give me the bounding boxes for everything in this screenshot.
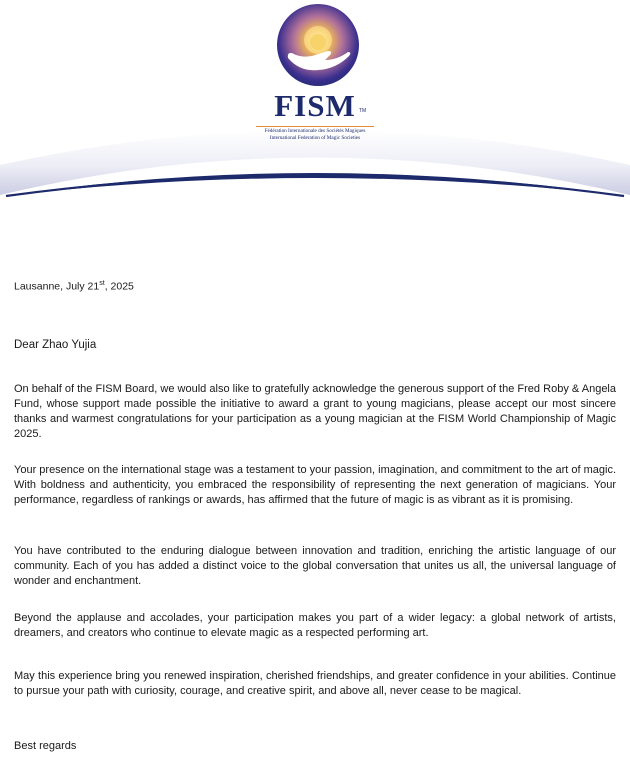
globe-hand-logo-icon bbox=[277, 4, 359, 86]
fism-wordmark: FISM bbox=[274, 88, 356, 123]
paragraph-acknowledgement: On behalf of the FISM Board, we would also like to gratefully acknowledge the generous support of the Fred Roby & Angela Fund, whose support made possible the initiative to award a grant to young magicians, please accept our most sincere thanks and warmest congratulations for your participation as a young magician at the FISM World Championship of Magic 2025. bbox=[14, 383, 616, 440]
letter-date: Lausanne, July 21st, 2025 bbox=[14, 280, 134, 293]
closing: Best regards bbox=[14, 740, 77, 752]
paragraph-inspiration: May this experience bring you renewed inspiration, cherished friendships, and greater confidence in your abilities. Continue to pursue your path with curiosity, courage, and creative spirit, and above all, never cease to be magical. bbox=[14, 670, 616, 697]
paragraph-dialogue: You have contributed to the enduring dialogue between innovation and tradition, enriching the artistic language of our community. Each of you has added a distinct voice to the global conversation that unites us all, the universal language of wonder and enchantment. bbox=[14, 545, 616, 587]
paragraph-presence: Your presence on the international stage was a testament to your passion, imagination, and commitment to the art of magic. With boldness and authenticity, you embraced the responsibility of representing the next generation of magicians. Your performance, regardless of rankings or awards, has affirmed that the future of magic is as vibrant as it is promising. bbox=[14, 464, 616, 506]
org-name-french: Fédération Internationale des Sociétés Magiques bbox=[264, 128, 366, 134]
paragraph-legacy: Beyond the applause and accolades, your participation makes you part of a wider legacy: a global network of artists, dreamers, and creators who continue to elevate magic as a respected performing art. bbox=[14, 612, 616, 639]
divider bbox=[256, 126, 374, 127]
trademark-mark: TM bbox=[359, 108, 367, 114]
salutation: Dear Zhao Yujia bbox=[14, 339, 97, 351]
org-name-english: International Federation of Magic Societies bbox=[269, 135, 361, 141]
